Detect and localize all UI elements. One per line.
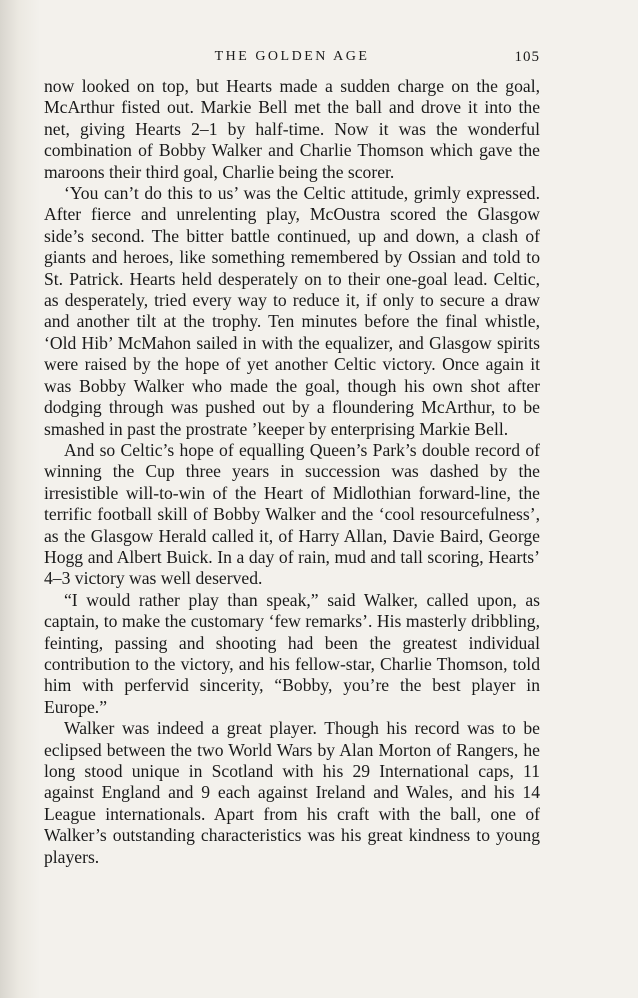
running-head [44,49,540,71]
paragraph-4: “I would rather play than speak,” said Walker, called upon, as captain, to make the customary ‘few remarks’. His masterly dribbling, feinting, passing and shooting had been the greatest individual contribution to the victory, and his fellow-star, Charlie Thomson, told him with perfervid sincerity, “Bobby, you’re the best player in Europe.” [44,589,540,717]
page-gutter-shadow [0,0,40,998]
paragraph-5: Walker was indeed a great player. Though his record was to be eclipsed between the two World Wars by Alan Morton of Rangers, he long stood unique in Scotland with his 29 International caps, 11 against England and 9 each against Ireland and Wales, and his 14 League internationals. Apart from his craft with the ball, one of Walker’s outstanding characteristics was his great kindness to young players. [44,718,540,867]
page-number: 105 [514,49,540,65]
running-head-title: THE GOLDEN AGE [214,49,370,64]
paragraph-1: now looked on top, but Hearts made a sudden charge on the goal, McArthur fisted out. Markie Bell met the ball and drove it into the net, giving Hearts 2–1 by half-time. Now it was the wonderful combination of Bobby Walker and Charlie Thomson which gave the maroons their third goal, Charlie being the scorer. [44,76,540,182]
body-text [44,76,540,868]
paragraph-3: And so Celtic’s hope of equalling Queen’s Park’s double record of winning the Cup three years in succession was dashed by the irresistible will-to-win of the Heart of Midlothian forward-line, the terrific football skill of Bobby Walker and the ‘cool resourcefulness’, as the Glasgow Herald called it, of Harry Allan, Davie Baird, George Hogg and Albert Buick. In a day of rain, mud and tall scoring, Hearts’ 4–3 victory was well deserved. [44,439,540,589]
paragraph-2: ‘You can’t do this to us’ was the Celtic attitude, grimly expressed. After fierce and unrelenting play, McOustra scored the Glasgow side’s second. The bitter battle continued, up and down, a clash of giants and heroes, like something remembered by Ossian and told to St. Patrick. Hearts held desperately on to their one-goal lead. Celtic, as desperately, tried every way to reduce it, if only to secure a draw and another tilt at the trophy. Ten minutes before the final whistle, ‘Old Hib’ McMahon sailed in with the equalizer, and Glasgow spirits were raised by the hope of yet another Celtic victory. Once again it was Bobby Walker who made the goal, though his own shot after dodging through was pushed out by a floundering McArthur, to be smashed in past the prostrate ’keeper by enterprising Markie Bell. [44,183,540,439]
